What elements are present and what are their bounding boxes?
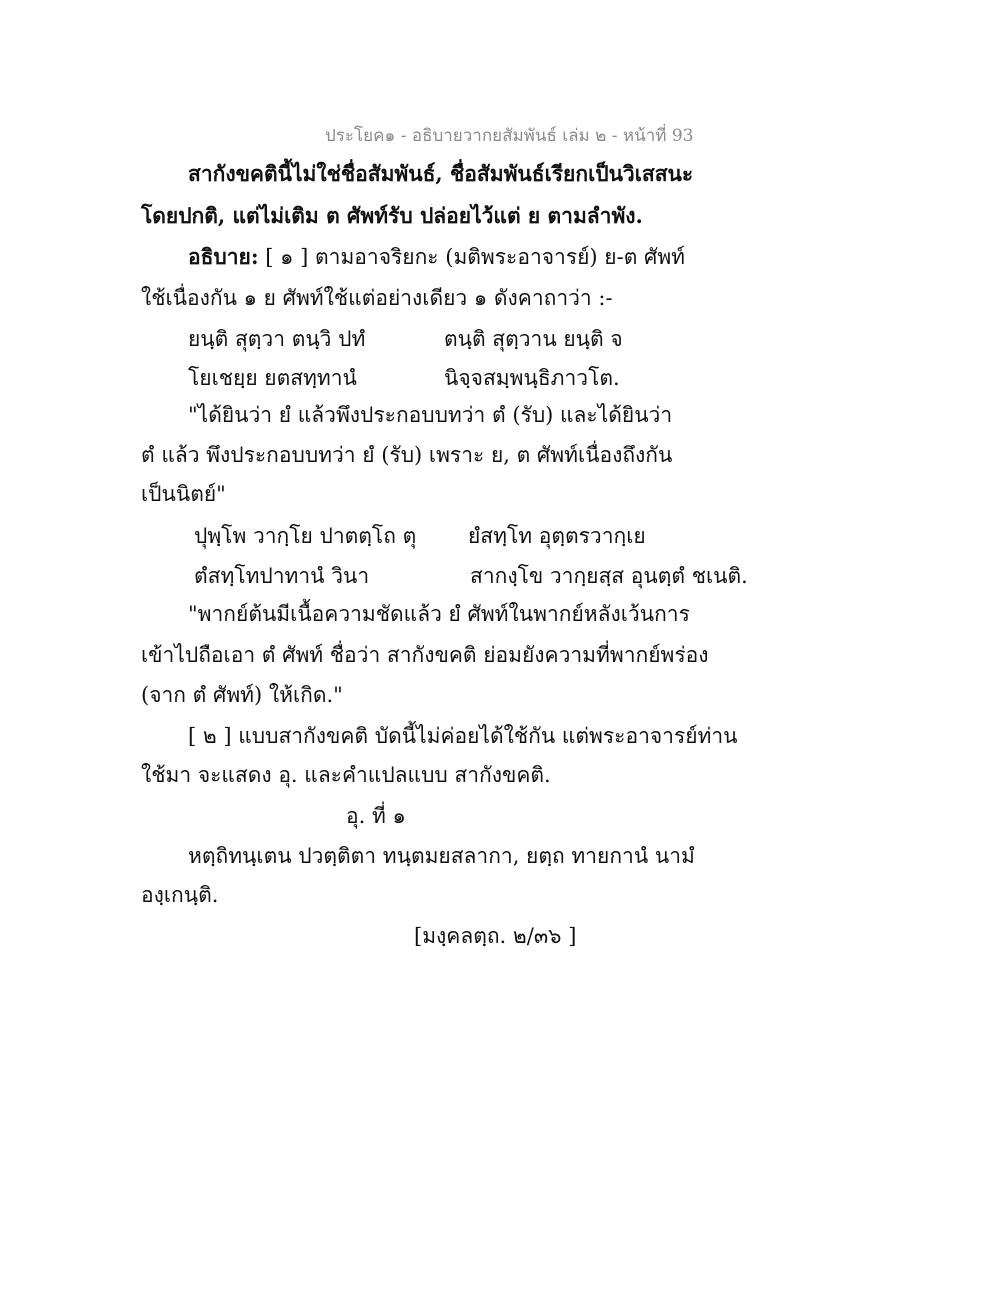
citation: [มงฺคลตฺถ. ๒/๓๖ ] <box>414 924 577 948</box>
verse-2-left: โยเชยฺย ยตสทฺทานํ <box>188 366 357 390</box>
verse-1-right: ตนฺติ สุตฺวาน ยนฺติ จ <box>444 327 623 351</box>
rule-line-1: สากังขคตินี้ไม่ใช่ชื่อสัมพันธ์, ชื่อสัมพันธ์เรียกเป็นวิเสสนะ <box>188 161 694 186</box>
translation-line-5: เข้าไปถือเอา ตํ ศัพท์ ชื่อว่า สากังขคติ ย่อมยังความที่พากย์พร่อง <box>141 643 709 667</box>
verse-4-right: สากงฺโข วากฺยสฺส อุนตฺตํ ชเนติ. <box>470 564 748 588</box>
explanation-line-2: ใช้เนื่องกัน ๑ ย ศัพท์ใช้แต่อย่างเดียว ๑ ดังคาถาว่า :- <box>141 286 613 310</box>
explanation-text: [ ๑ ] ตามอาจริยกะ (มติพระอาจารย์) ย-ต ศัพท์ <box>258 245 686 269</box>
verse-2-right: นิจฺจสมฺพนฺธิภาวโต. <box>444 366 620 390</box>
verse-1-left: ยนฺติ สุตฺวา ตนฺวิ ปทํ <box>188 327 366 351</box>
example-line-1: หตฺถิทนฺเตน ปวตฺติตา ทนฺตมยสลากา, ยตฺถ ทายกานํ นามํ <box>188 844 695 868</box>
example-heading: อุ. ที่ ๑ <box>346 804 406 828</box>
translation-line-2: ตํ แล้ว พึงประกอบบทว่า ยํ (รับ) เพราะ ย, ต ศัพท์เนื่องถึงกัน <box>141 443 673 467</box>
section-2-line-1: [ ๒ ] แบบสากังขคติ บัดนี้ไม่ค่อยได้ใช้กัน แต่พระอาจารย์ท่าน <box>188 724 738 748</box>
translation-line-1: "ได้ยินว่า ยํ แล้วพึงประกอบบทว่า ตํ (รับ) และได้ยินว่า <box>188 403 673 427</box>
explanation-label: อธิบาย: <box>188 244 259 269</box>
translation-line-3: เป็นนิตย์" <box>141 482 226 506</box>
rule-line-2: โดยปกติ, แต่ไม่เติม ต ศัพท์รับ ปล่อยไว้แต่ ย ตามลำพัง. <box>141 203 643 228</box>
page-header: ประโยค๑ - อธิบายวากยสัมพันธ์ เล่ม ๒ - หน้าที่ 93 <box>325 126 694 146</box>
verse-4-left: ตํสทฺโทปาทานํ วินา <box>194 564 370 588</box>
example-line-2: องฺเกนฺติ. <box>141 883 219 907</box>
verse-3-left: ปุพฺโพ วากฺโย ปาตตฺโถ ตุ <box>194 524 417 548</box>
translation-line-6: (จาก ตํ ศัพท์) ให้เกิด." <box>141 683 343 707</box>
explanation-line-1 <box>188 243 685 271</box>
section-2-line-2: ใช้มา จะแสดง อุ. และคำแปลแบบ สากังขคติ. <box>141 763 551 787</box>
verse-3-right: ยํสทฺโท อุตฺตรวากฺเย <box>468 524 646 548</box>
translation-line-4: "พากย์ต้นมีเนื้อความชัดแล้ว ยํ ศัพท์ในพากย์หลังเว้นการ <box>188 602 690 626</box>
